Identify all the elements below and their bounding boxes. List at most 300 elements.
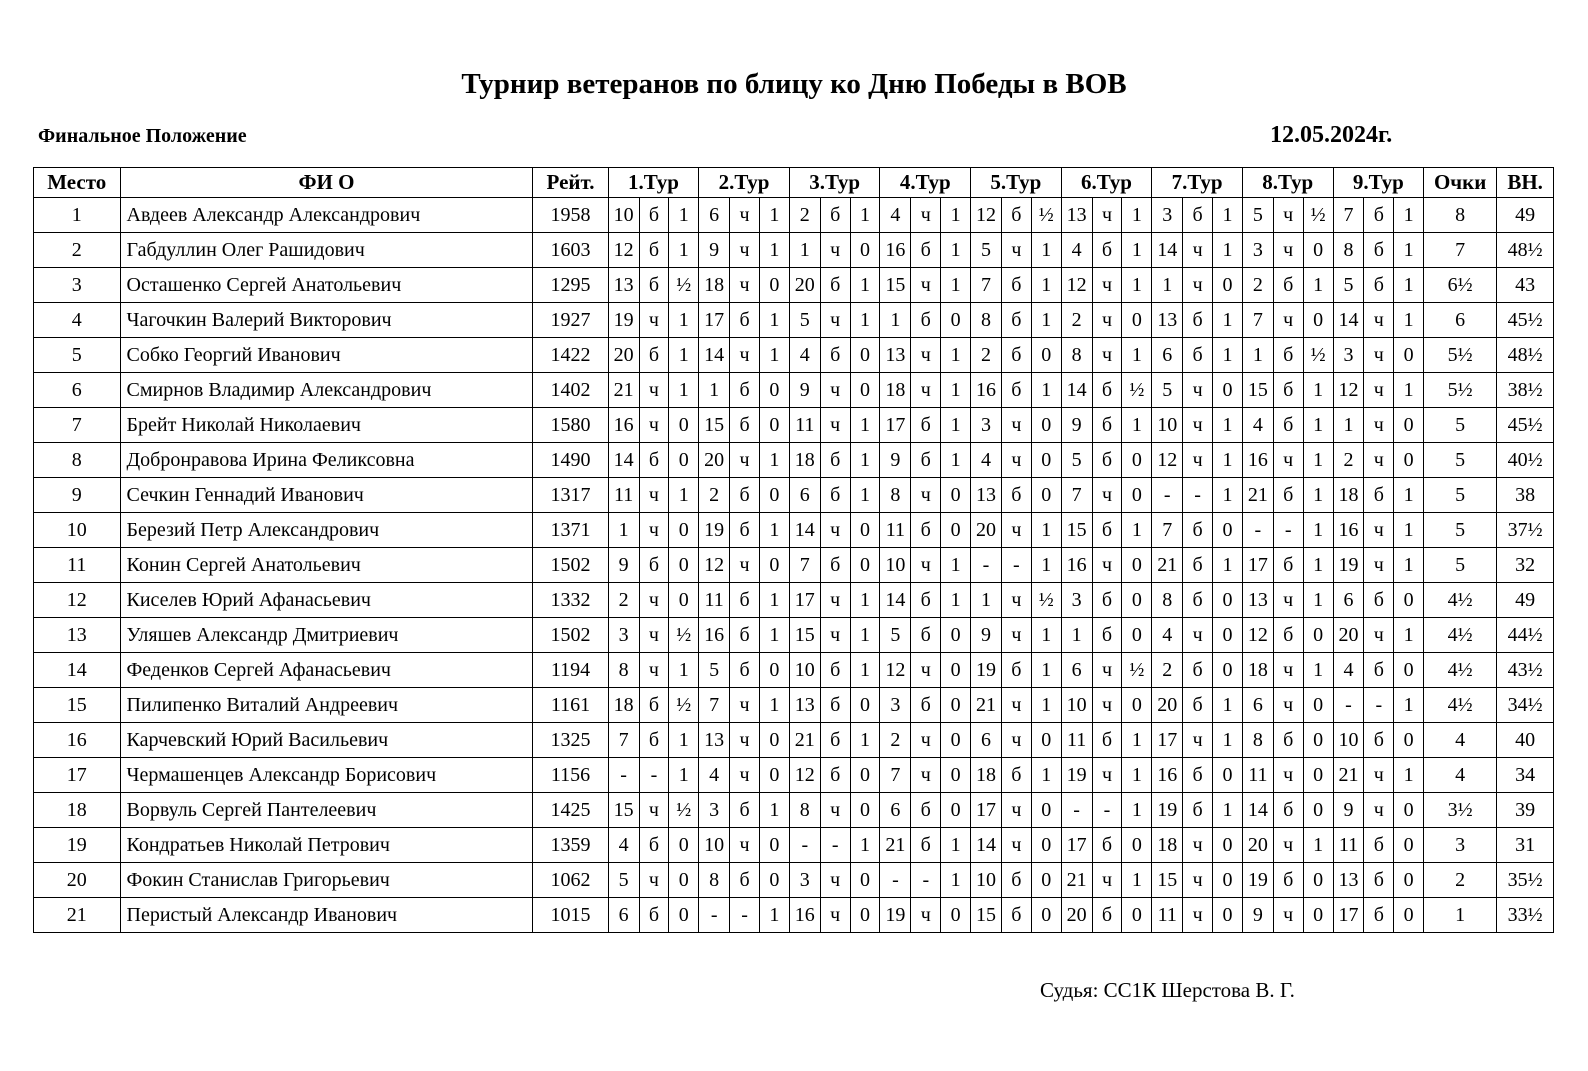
- round-3-result-cell: 1: [850, 828, 880, 863]
- round-7-color-cell: ч: [1183, 828, 1213, 863]
- round-3-opponent-cell: 17: [789, 583, 820, 618]
- round-3-opponent-cell: 3: [789, 863, 820, 898]
- tiebreak-cell: 48½: [1497, 338, 1554, 373]
- round-9-result-cell: 1: [1394, 268, 1424, 303]
- round-9-color-cell: б: [1364, 198, 1394, 233]
- rating-cell: 1425: [533, 793, 608, 828]
- round-3-opponent-cell: 4: [789, 338, 820, 373]
- round-5-opponent-cell: 5: [971, 233, 1002, 268]
- round-2-result-cell: 0: [759, 548, 789, 583]
- round-9-result-cell: 1: [1394, 548, 1424, 583]
- round-7-color-cell: ч: [1183, 723, 1213, 758]
- round-5-result-cell: 0: [1031, 793, 1061, 828]
- round-1-opponent-cell: 10: [608, 198, 639, 233]
- round-4-color-cell: ч: [911, 548, 941, 583]
- round-9-opponent-cell: 11: [1333, 828, 1364, 863]
- round-4-color-cell: ч: [911, 758, 941, 793]
- round-5-result-cell: 1: [1031, 268, 1061, 303]
- round-9-opponent-cell: 1: [1333, 408, 1364, 443]
- tiebreak-cell: 49: [1497, 198, 1554, 233]
- round-5-result-cell: 1: [1031, 618, 1061, 653]
- round-2-result-cell: 1: [759, 583, 789, 618]
- tiebreak-cell: 48½: [1497, 233, 1554, 268]
- round-6-opponent-cell: 4: [1061, 233, 1092, 268]
- round-6-result-cell: 1: [1122, 268, 1152, 303]
- round-4-opponent-cell: 1: [880, 303, 911, 338]
- round-4-color-cell: б: [911, 408, 941, 443]
- round-1-color-cell: ч: [639, 408, 669, 443]
- round-9-opponent-cell: 20: [1333, 618, 1364, 653]
- round-5-result-cell: ½: [1031, 583, 1061, 618]
- rating-cell: 1015: [533, 898, 608, 933]
- round-4-opponent-cell: 21: [880, 828, 911, 863]
- header-tiebreak: ВН.: [1497, 168, 1554, 198]
- round-6-color-cell: б: [1092, 583, 1122, 618]
- round-8-opponent-cell: 13: [1242, 583, 1273, 618]
- round-5-opponent-cell: 18: [971, 758, 1002, 793]
- round-6-opponent-cell: 14: [1061, 373, 1092, 408]
- round-4-opponent-cell: -: [880, 863, 911, 898]
- round-9-opponent-cell: -: [1333, 688, 1364, 723]
- round-4-color-cell: б: [911, 828, 941, 863]
- round-6-color-cell: ч: [1092, 653, 1122, 688]
- round-9-result-cell: 1: [1394, 198, 1424, 233]
- round-8-opponent-cell: 20: [1242, 828, 1273, 863]
- round-2-result-cell: 1: [759, 233, 789, 268]
- round-1-opponent-cell: 8: [608, 653, 639, 688]
- tiebreak-cell: 43: [1497, 268, 1554, 303]
- round-8-color-cell: б: [1273, 793, 1303, 828]
- tiebreak-cell: 49: [1497, 583, 1554, 618]
- round-4-opponent-cell: 11: [880, 513, 911, 548]
- round-9-opponent-cell: 3: [1333, 338, 1364, 373]
- place-cell: 14: [34, 653, 121, 688]
- round-2-opponent-cell: 8: [699, 863, 730, 898]
- round-4-opponent-cell: 7: [880, 758, 911, 793]
- points-cell: 5: [1424, 513, 1497, 548]
- rating-cell: 1502: [533, 618, 608, 653]
- round-8-opponent-cell: 9: [1242, 898, 1273, 933]
- place-cell: 3: [34, 268, 121, 303]
- round-9-opponent-cell: 18: [1333, 478, 1364, 513]
- round-2-color-cell: б: [730, 513, 760, 548]
- round-2-result-cell: 0: [759, 408, 789, 443]
- round-8-result-cell: ½: [1303, 198, 1333, 233]
- round-1-result-cell: 1: [669, 723, 699, 758]
- round-6-result-cell: ½: [1122, 653, 1152, 688]
- round-4-color-cell: ч: [911, 653, 941, 688]
- round-7-result-cell: 0: [1213, 653, 1243, 688]
- round-2-color-cell: б: [730, 583, 760, 618]
- round-7-color-cell: ч: [1183, 443, 1213, 478]
- tiebreak-cell: 39: [1497, 793, 1554, 828]
- round-1-result-cell: 0: [669, 513, 699, 548]
- round-1-color-cell: ч: [639, 863, 669, 898]
- round-2-result-cell: 0: [759, 653, 789, 688]
- round-7-result-cell: 0: [1213, 373, 1243, 408]
- round-4-opponent-cell: 2: [880, 723, 911, 758]
- round-7-opponent-cell: 7: [1152, 513, 1183, 548]
- round-8-opponent-cell: 18: [1242, 653, 1273, 688]
- player-name-cell: Брейт Николай Николаевич: [120, 408, 533, 443]
- round-9-color-cell: б: [1364, 898, 1394, 933]
- round-9-result-cell: 1: [1394, 688, 1424, 723]
- round-9-result-cell: 1: [1394, 373, 1424, 408]
- round-8-opponent-cell: 15: [1242, 373, 1273, 408]
- table-row: [34, 793, 1554, 828]
- round-6-result-cell: 1: [1122, 793, 1152, 828]
- round-7-result-cell: 0: [1213, 583, 1243, 618]
- round-1-opponent-cell: 12: [608, 233, 639, 268]
- round-6-opponent-cell: 1: [1061, 618, 1092, 653]
- place-cell: 4: [34, 303, 121, 338]
- round-7-color-cell: б: [1183, 338, 1213, 373]
- round-6-color-cell: ч: [1092, 688, 1122, 723]
- round-1-opponent-cell: 20: [608, 338, 639, 373]
- round-6-color-cell: ч: [1092, 303, 1122, 338]
- table-row: [34, 408, 1554, 443]
- place-cell: 10: [34, 513, 121, 548]
- round-1-color-cell: ч: [639, 583, 669, 618]
- round-6-opponent-cell: 11: [1061, 723, 1092, 758]
- round-3-opponent-cell: 8: [789, 793, 820, 828]
- round-9-opponent-cell: 16: [1333, 513, 1364, 548]
- round-9-color-cell: б: [1364, 653, 1394, 688]
- round-4-result-cell: 1: [941, 443, 971, 478]
- round-4-color-cell: б: [911, 303, 941, 338]
- round-7-result-cell: 1: [1213, 233, 1243, 268]
- round-2-result-cell: 1: [759, 898, 789, 933]
- round-4-color-cell: б: [911, 443, 941, 478]
- round-4-color-cell: ч: [911, 478, 941, 513]
- round-9-color-cell: ч: [1364, 443, 1394, 478]
- round-1-result-cell: 1: [669, 338, 699, 373]
- round-2-result-cell: 0: [759, 828, 789, 863]
- round-6-opponent-cell: 13: [1061, 198, 1092, 233]
- round-7-result-cell: 1: [1213, 793, 1243, 828]
- round-2-opponent-cell: 10: [699, 828, 730, 863]
- round-2-result-cell: 0: [759, 268, 789, 303]
- round-4-result-cell: 1: [941, 373, 971, 408]
- player-name-cell: Кондратьев Николай Петрович: [120, 828, 533, 863]
- round-7-opponent-cell: 5: [1152, 373, 1183, 408]
- table-row: [34, 828, 1554, 863]
- round-2-color-cell: б: [730, 793, 760, 828]
- round-2-opponent-cell: -: [699, 898, 730, 933]
- round-8-opponent-cell: 21: [1242, 478, 1273, 513]
- round-1-opponent-cell: 21: [608, 373, 639, 408]
- round-9-result-cell: 0: [1394, 443, 1424, 478]
- round-5-color-cell: ч: [1001, 233, 1031, 268]
- round-2-opponent-cell: 7: [699, 688, 730, 723]
- round-7-color-cell: ч: [1183, 863, 1213, 898]
- round-7-opponent-cell: 14: [1152, 233, 1183, 268]
- place-cell: 5: [34, 338, 121, 373]
- round-7-result-cell: 1: [1213, 723, 1243, 758]
- player-name-cell: Феденков Сергей Афанасьевич: [120, 653, 533, 688]
- round-4-opponent-cell: 10: [880, 548, 911, 583]
- round-9-result-cell: 0: [1394, 408, 1424, 443]
- round-7-opponent-cell: 13: [1152, 303, 1183, 338]
- round-5-opponent-cell: 14: [971, 828, 1002, 863]
- round-6-opponent-cell: 12: [1061, 268, 1092, 303]
- round-5-color-cell: ч: [1001, 793, 1031, 828]
- place-cell: 15: [34, 688, 121, 723]
- round-6-result-cell: 0: [1122, 548, 1152, 583]
- round-5-result-cell: 0: [1031, 478, 1061, 513]
- standings-body: [34, 198, 1554, 933]
- round-9-result-cell: 1: [1394, 233, 1424, 268]
- tiebreak-cell: 43½: [1497, 653, 1554, 688]
- round-2-opponent-cell: 16: [699, 618, 730, 653]
- round-9-color-cell: б: [1364, 268, 1394, 303]
- round-5-result-cell: 1: [1031, 303, 1061, 338]
- round-2-opponent-cell: 3: [699, 793, 730, 828]
- round-5-opponent-cell: 2: [971, 338, 1002, 373]
- round-3-result-cell: 1: [850, 443, 880, 478]
- round-1-opponent-cell: 2: [608, 583, 639, 618]
- round-5-opponent-cell: 21: [971, 688, 1002, 723]
- round-5-opponent-cell: 12: [971, 198, 1002, 233]
- round-6-opponent-cell: 7: [1061, 478, 1092, 513]
- rating-cell: 1580: [533, 408, 608, 443]
- round-8-result-cell: 1: [1303, 408, 1333, 443]
- round-9-result-cell: 0: [1394, 583, 1424, 618]
- round-3-opponent-cell: 20: [789, 268, 820, 303]
- round-7-color-cell: б: [1183, 303, 1213, 338]
- round-4-result-cell: 1: [941, 198, 971, 233]
- round-5-result-cell: 1: [1031, 688, 1061, 723]
- round-6-color-cell: б: [1092, 898, 1122, 933]
- round-7-color-cell: б: [1183, 793, 1213, 828]
- round-9-opponent-cell: 5: [1333, 268, 1364, 303]
- round-5-color-cell: б: [1001, 198, 1031, 233]
- round-2-result-cell: 0: [759, 723, 789, 758]
- round-9-opponent-cell: 10: [1333, 723, 1364, 758]
- round-3-result-cell: 1: [850, 408, 880, 443]
- header-round-1: 1.Тур: [608, 168, 699, 198]
- round-4-color-cell: ч: [911, 198, 941, 233]
- round-3-color-cell: б: [820, 198, 850, 233]
- round-1-result-cell: 1: [669, 758, 699, 793]
- round-2-color-cell: ч: [730, 233, 760, 268]
- round-4-opponent-cell: 19: [880, 898, 911, 933]
- round-4-result-cell: 0: [941, 513, 971, 548]
- header-round-4: 4.Тур: [880, 168, 971, 198]
- place-cell: 16: [34, 723, 121, 758]
- round-3-opponent-cell: 21: [789, 723, 820, 758]
- round-6-opponent-cell: 16: [1061, 548, 1092, 583]
- round-4-result-cell: 1: [941, 863, 971, 898]
- round-4-color-cell: -: [911, 863, 941, 898]
- header-name: ФИ О: [120, 168, 533, 198]
- round-5-result-cell: 1: [1031, 373, 1061, 408]
- round-1-opponent-cell: 9: [608, 548, 639, 583]
- table-row: [34, 443, 1554, 478]
- round-3-result-cell: 1: [850, 723, 880, 758]
- tiebreak-cell: 40: [1497, 723, 1554, 758]
- round-9-color-cell: -: [1364, 688, 1394, 723]
- round-5-result-cell: ½: [1031, 198, 1061, 233]
- round-3-result-cell: 1: [850, 268, 880, 303]
- round-6-opponent-cell: -: [1061, 793, 1092, 828]
- round-2-opponent-cell: 15: [699, 408, 730, 443]
- round-6-result-cell: ½: [1122, 373, 1152, 408]
- round-2-color-cell: ч: [730, 688, 760, 723]
- round-5-result-cell: 0: [1031, 443, 1061, 478]
- player-name-cell: Ворвуль Сергей Пантелеевич: [120, 793, 533, 828]
- round-8-color-cell: б: [1273, 618, 1303, 653]
- round-4-color-cell: б: [911, 583, 941, 618]
- round-1-result-cell: 1: [669, 303, 699, 338]
- round-1-result-cell: 0: [669, 863, 699, 898]
- round-5-opponent-cell: 20: [971, 513, 1002, 548]
- round-7-result-cell: 1: [1213, 303, 1243, 338]
- round-5-opponent-cell: 15: [971, 898, 1002, 933]
- place-cell: 2: [34, 233, 121, 268]
- round-1-result-cell: 1: [669, 198, 699, 233]
- header-round-7: 7.Тур: [1152, 168, 1243, 198]
- table-row: [34, 548, 1554, 583]
- round-8-opponent-cell: 8: [1242, 723, 1273, 758]
- round-2-result-cell: 0: [759, 863, 789, 898]
- round-4-color-cell: ч: [911, 898, 941, 933]
- round-7-opponent-cell: 17: [1152, 723, 1183, 758]
- round-7-color-cell: ч: [1183, 408, 1213, 443]
- round-8-result-cell: 0: [1303, 793, 1333, 828]
- round-8-opponent-cell: 2: [1242, 268, 1273, 303]
- round-5-color-cell: ч: [1001, 513, 1031, 548]
- round-4-color-cell: ч: [911, 268, 941, 303]
- header-place: Место: [34, 168, 121, 198]
- rating-cell: 1958: [533, 198, 608, 233]
- round-4-result-cell: 1: [941, 338, 971, 373]
- round-1-result-cell: ½: [669, 268, 699, 303]
- round-6-opponent-cell: 20: [1061, 898, 1092, 933]
- rating-cell: 1371: [533, 513, 608, 548]
- round-2-opponent-cell: 11: [699, 583, 730, 618]
- round-3-color-cell: б: [820, 653, 850, 688]
- round-9-color-cell: б: [1364, 583, 1394, 618]
- round-5-color-cell: -: [1001, 548, 1031, 583]
- round-7-result-cell: 1: [1213, 198, 1243, 233]
- points-cell: 6½: [1424, 268, 1497, 303]
- rating-cell: 1603: [533, 233, 608, 268]
- player-name-cell: Березий Петр Александрович: [120, 513, 533, 548]
- round-4-color-cell: б: [911, 618, 941, 653]
- round-5-color-cell: б: [1001, 268, 1031, 303]
- round-9-color-cell: ч: [1364, 408, 1394, 443]
- points-cell: 4½: [1424, 583, 1497, 618]
- round-1-color-cell: б: [639, 338, 669, 373]
- round-3-result-cell: 1: [850, 618, 880, 653]
- place-cell: 21: [34, 898, 121, 933]
- round-5-color-cell: б: [1001, 758, 1031, 793]
- round-2-opponent-cell: 4: [699, 758, 730, 793]
- round-3-result-cell: 0: [850, 338, 880, 373]
- tiebreak-cell: 33½: [1497, 898, 1554, 933]
- place-cell: 1: [34, 198, 121, 233]
- round-6-color-cell: ч: [1092, 548, 1122, 583]
- table-row: [34, 898, 1554, 933]
- round-6-color-cell: б: [1092, 828, 1122, 863]
- round-1-opponent-cell: 14: [608, 443, 639, 478]
- round-3-color-cell: ч: [820, 233, 850, 268]
- player-name-cell: Сечкин Геннадий Иванович: [120, 478, 533, 513]
- round-2-result-cell: 0: [759, 478, 789, 513]
- round-7-opponent-cell: -: [1152, 478, 1183, 513]
- place-cell: 11: [34, 548, 121, 583]
- page-title: Турнир ветеранов по блицу ко Дню Победы в ВОВ: [461, 68, 1127, 100]
- round-9-opponent-cell: 13: [1333, 863, 1364, 898]
- header-round-6: 6.Тур: [1061, 168, 1152, 198]
- round-4-color-cell: б: [911, 513, 941, 548]
- place-cell: 13: [34, 618, 121, 653]
- round-4-color-cell: ч: [911, 373, 941, 408]
- round-4-opponent-cell: 12: [880, 653, 911, 688]
- player-name-cell: Авдеев Александр Александрович: [120, 198, 533, 233]
- round-4-result-cell: 0: [941, 303, 971, 338]
- round-6-result-cell: 1: [1122, 233, 1152, 268]
- round-3-opponent-cell: 11: [789, 408, 820, 443]
- round-4-opponent-cell: 4: [880, 198, 911, 233]
- round-6-result-cell: 0: [1122, 443, 1152, 478]
- round-3-result-cell: 1: [850, 303, 880, 338]
- round-4-opponent-cell: 6: [880, 793, 911, 828]
- round-1-color-cell: ч: [639, 373, 669, 408]
- points-cell: 5½: [1424, 373, 1497, 408]
- round-3-opponent-cell: 13: [789, 688, 820, 723]
- rating-cell: 1161: [533, 688, 608, 723]
- round-4-result-cell: 0: [941, 478, 971, 513]
- place-cell: 19: [34, 828, 121, 863]
- round-6-color-cell: б: [1092, 443, 1122, 478]
- round-4-opponent-cell: 15: [880, 268, 911, 303]
- round-6-opponent-cell: 17: [1061, 828, 1092, 863]
- round-8-result-cell: 0: [1303, 863, 1333, 898]
- round-1-color-cell: б: [639, 233, 669, 268]
- round-2-result-cell: 1: [759, 793, 789, 828]
- round-7-opponent-cell: 8: [1152, 583, 1183, 618]
- round-5-result-cell: 1: [1031, 548, 1061, 583]
- round-4-result-cell: 0: [941, 723, 971, 758]
- round-2-color-cell: -: [730, 898, 760, 933]
- round-9-color-cell: ч: [1364, 338, 1394, 373]
- points-cell: 5: [1424, 443, 1497, 478]
- points-cell: 4½: [1424, 618, 1497, 653]
- round-4-result-cell: 0: [941, 898, 971, 933]
- place-cell: 17: [34, 758, 121, 793]
- player-name-cell: Смирнов Владимир Александрович: [120, 373, 533, 408]
- round-3-opponent-cell: 18: [789, 443, 820, 478]
- round-9-opponent-cell: 2: [1333, 443, 1364, 478]
- round-7-opponent-cell: 18: [1152, 828, 1183, 863]
- round-1-color-cell: б: [639, 443, 669, 478]
- round-6-color-cell: б: [1092, 723, 1122, 758]
- round-1-result-cell: ½: [669, 793, 699, 828]
- round-3-color-cell: б: [820, 268, 850, 303]
- round-7-opponent-cell: 12: [1152, 443, 1183, 478]
- round-1-color-cell: б: [639, 688, 669, 723]
- round-4-opponent-cell: 9: [880, 443, 911, 478]
- round-1-color-cell: ч: [639, 513, 669, 548]
- round-1-color-cell: -: [639, 758, 669, 793]
- player-name-cell: Чагочкин Валерий Викторович: [120, 303, 533, 338]
- header-points: Очки: [1424, 168, 1497, 198]
- round-5-result-cell: 0: [1031, 828, 1061, 863]
- round-6-result-cell: 0: [1122, 688, 1152, 723]
- round-4-result-cell: 1: [941, 233, 971, 268]
